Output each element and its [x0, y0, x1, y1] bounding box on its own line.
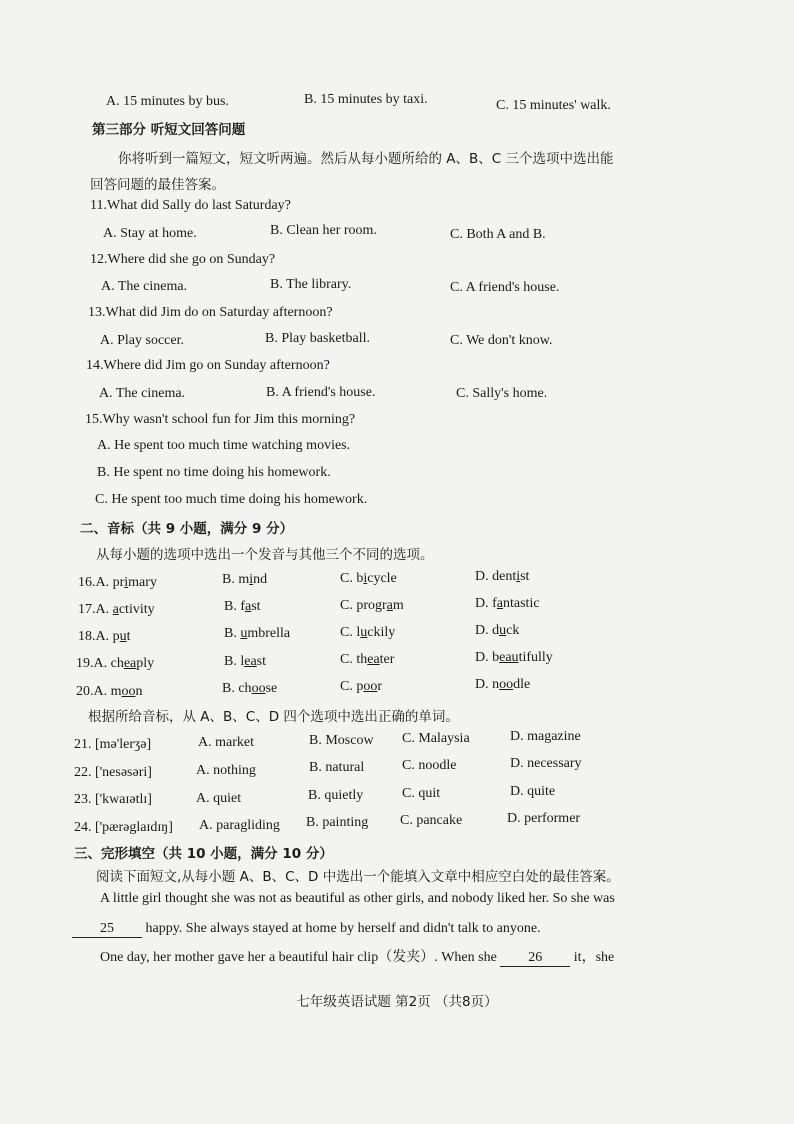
q24-option-a: A. paragliding: [199, 818, 280, 833]
q23-option-c: C. quit: [402, 786, 441, 801]
blank-25[interactable]: 25: [72, 921, 142, 938]
q10-option-a: A. 15 minutes by bus.: [106, 94, 229, 109]
blank-26[interactable]: 26: [500, 950, 570, 967]
section3-instruction: 阅读下面短文,从每小题 A、B、C、D 中选出一个能填入文章中相应空白处的最佳答案。: [96, 869, 620, 885]
q24-option-c: C. pancake: [400, 813, 463, 828]
q16-option-b: B. mind: [222, 572, 268, 587]
ipa-transcription: ['pærəglaɪdɪŋ]: [95, 820, 173, 835]
q13-option-c: C. We don't know.: [450, 333, 553, 348]
q23-option-b: B. quietly: [308, 788, 364, 803]
q24-option-b: B. painting: [306, 815, 369, 830]
q11-option-b: B. Clean her room.: [270, 223, 377, 238]
q15-option-b: B. He spent no time doing his homework.: [97, 465, 331, 480]
passage-line-2: 25 happy. She always stayed at home by herself and didn't talk to anyone.: [72, 921, 541, 938]
question-14: 14.Where did Jim go on Sunday afternoon?: [86, 358, 330, 373]
q21-option-d: D. magazine: [510, 729, 581, 744]
q17-option-b: B. fast: [224, 599, 261, 614]
q12-option-b: B. The library.: [270, 277, 352, 292]
phonetic-question-23: 23. ['kwaɪətlɪ]: [74, 792, 152, 807]
q14-option-a: A. The cinema.: [99, 386, 186, 401]
question-11: 11.What did Sally do last Saturday?: [90, 198, 291, 213]
pron-question-19: 19.A. cheaply: [76, 656, 155, 671]
question-number: 16.: [78, 575, 96, 590]
section2-title: 二、音标（共 9 小题，满分 9 分）: [80, 521, 294, 537]
q20-option-b: B. choose: [222, 681, 278, 696]
pron-question-16: 16.A. primary: [78, 575, 157, 590]
q21-option-c: C. Malaysia: [402, 731, 470, 746]
q12-option-c: C. A friend's house.: [450, 280, 560, 295]
q10-option-b: B. 15 minutes by taxi.: [304, 92, 428, 107]
q16-option-d: D. dentist: [475, 569, 530, 584]
q17-option-d: D. fantastic: [475, 596, 540, 611]
q20-option-c: C. poor: [340, 679, 383, 694]
phonetic-question-24: 24. ['pærəglaɪdɪŋ]: [74, 820, 173, 835]
q20-option-d: D. noodle: [475, 677, 531, 692]
q15-option-a: A. He spent too much time watching movies.: [97, 438, 351, 453]
q18-option-b: B. umbrella: [224, 626, 291, 641]
q22-option-c: C. noodle: [402, 758, 457, 773]
q23-option-d: D. quite: [510, 784, 556, 799]
part3-title: 第三部分 听短文回答问题: [92, 122, 246, 138]
q17-option-c: C. program: [340, 598, 404, 613]
ipa-transcription: [mə'lerʒə]: [95, 737, 152, 752]
section2-instruction: 从每小题的选项中选出一个发音与其他三个不同的选项。: [96, 547, 434, 563]
ipa-transcription: ['nesəsəri]: [95, 765, 152, 780]
q13-option-b: B. Play basketball.: [265, 331, 370, 346]
pron-question-18: 18.A. put: [78, 629, 131, 644]
passage-line-3: One day, her mother gave her a beautiful hair clip（发夹）. When she 26 it，she: [100, 950, 615, 965]
q22-option-a: A. nothing: [196, 763, 256, 778]
question-13: 13.What did Jim do on Saturday afternoon?: [88, 305, 333, 320]
ipa-transcription: ['kwaɪətlɪ]: [95, 792, 152, 807]
part3-instruction-line1: 你将听到一篇短文，短文听两遍。然后从每小题所给的 A、B、C 三个选项中选出能: [118, 151, 614, 167]
q10-option-c: C. 15 minutes' walk.: [496, 98, 611, 113]
page-footer: 七年级英语试题 第2页 （共8页）: [296, 994, 498, 1010]
q19-option-d: D. beautifully: [475, 650, 553, 665]
pron-question-17: 17.A. activity: [78, 602, 155, 617]
q11-option-c: C. Both A and B.: [450, 227, 546, 242]
phonetic-question-22: 22. ['nesəsəri]: [74, 765, 152, 780]
q16-option-c: C. bicycle: [340, 571, 397, 586]
q24-option-d: D. performer: [507, 811, 581, 826]
pron-question-20: 20.A. moon: [76, 684, 143, 699]
q22-option-d: D. necessary: [510, 756, 582, 771]
part3-instruction-line2: 回答问题的最佳答案。: [90, 177, 225, 193]
q14-option-c: C. Sally's home.: [456, 386, 548, 401]
q11-option-a: A. Stay at home.: [103, 226, 197, 241]
section3-title: 三、完形填空（共 10 小题，满分 10 分）: [74, 846, 333, 862]
q19-option-b: B. least: [224, 654, 267, 669]
q12-option-a: A. The cinema.: [101, 279, 188, 294]
q22-option-b: B. natural: [309, 760, 365, 775]
phonetic-question-21: 21. [mə'lerʒə]: [74, 737, 152, 752]
q18-option-d: D. duck: [475, 623, 520, 638]
passage-line-1: A little girl thought she was not as beautiful as other girls, and nobody liked her. So she was: [100, 891, 615, 906]
section2-instruction-2: 根据所给音标，从 A、B、C、D 四个选项中选出正确的单词。: [88, 709, 459, 725]
question-12: 12.Where did she go on Sunday?: [90, 252, 276, 267]
q18-option-c: C. luckily: [340, 625, 396, 640]
q21-option-a: A. market: [198, 735, 254, 750]
q21-option-b: B. Moscow: [309, 733, 374, 748]
question-15: 15.Why wasn't school fun for Jim this morning?: [85, 412, 356, 427]
q14-option-b: B. A friend's house.: [266, 385, 376, 400]
q15-option-c: C. He spent too much time doing his homework.: [95, 492, 368, 507]
q23-option-a: A. quiet: [196, 791, 242, 806]
q19-option-c: C. theater: [340, 652, 395, 667]
q13-option-a: A. Play soccer.: [100, 333, 184, 348]
